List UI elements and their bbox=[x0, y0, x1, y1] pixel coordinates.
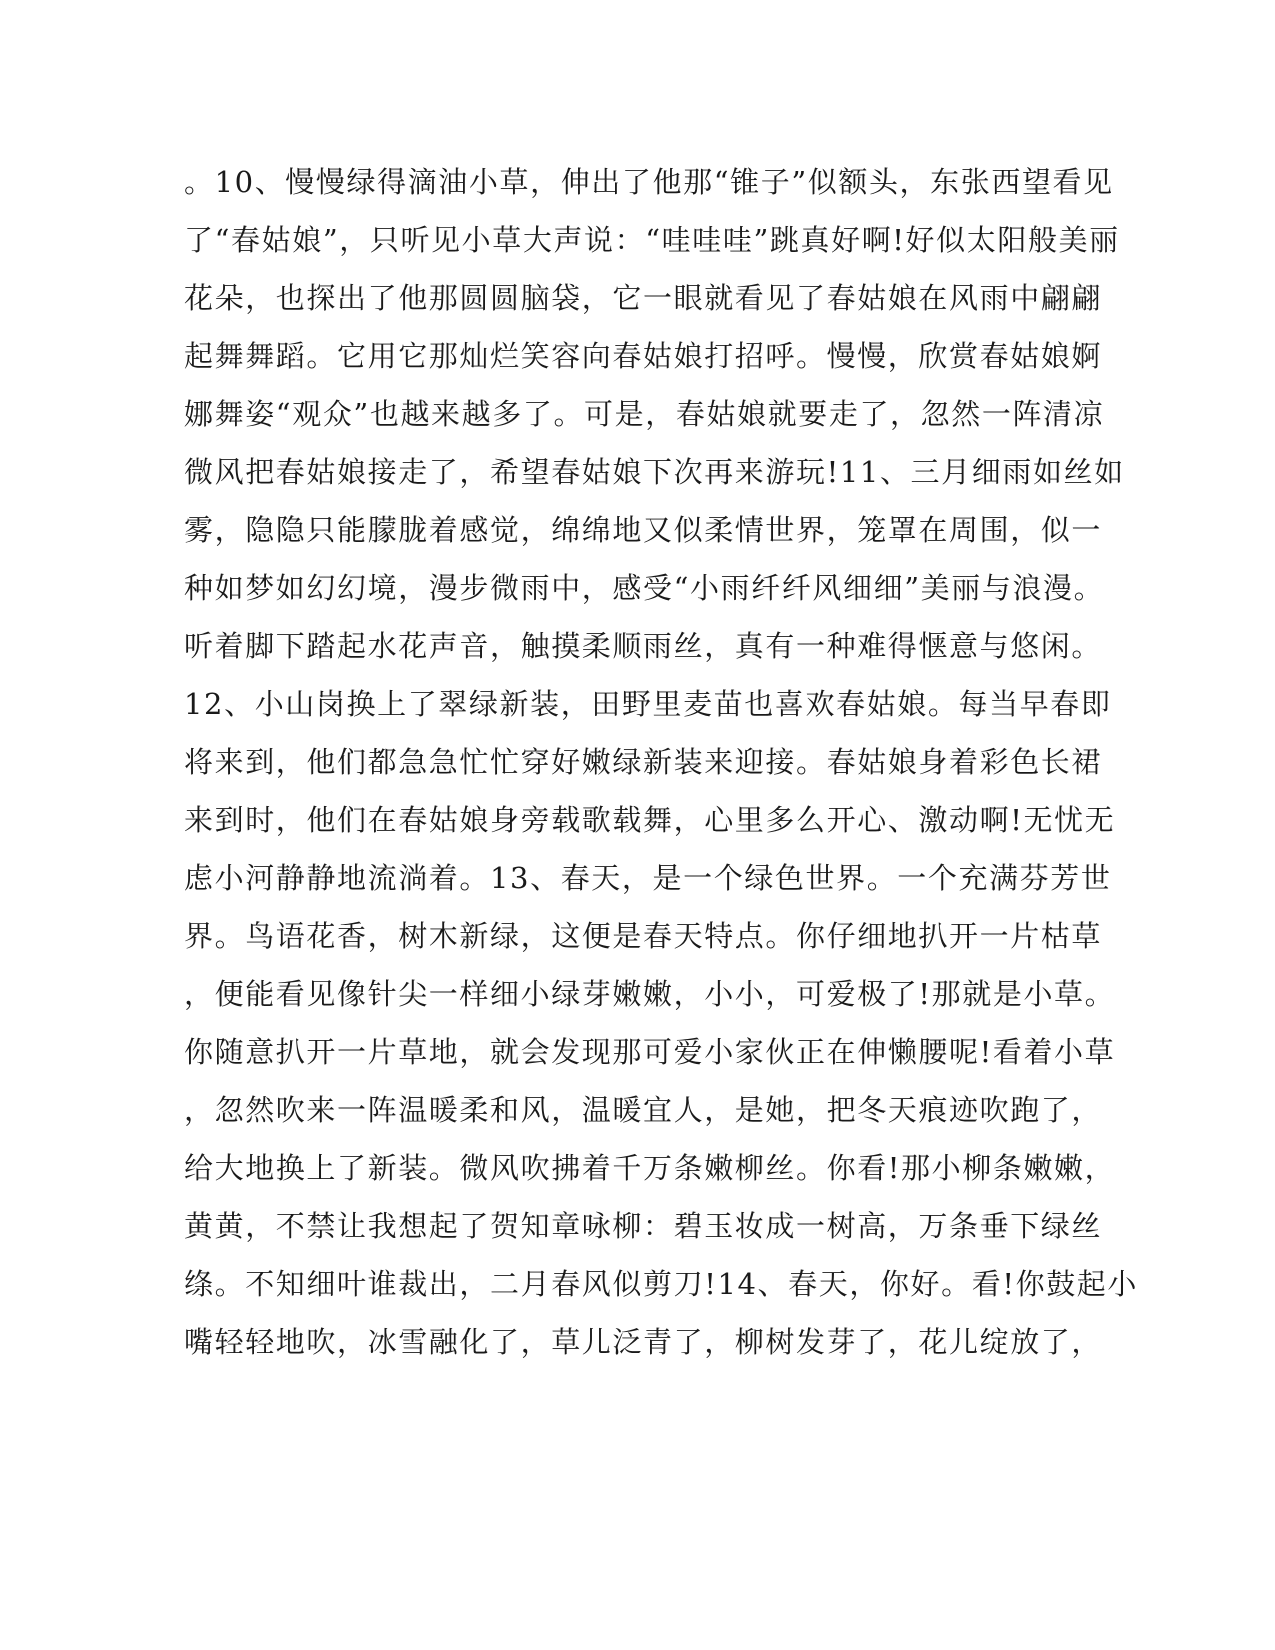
text-line: 了“春姑娘”，只听见小草大声说：“哇哇哇”跳真好啊!好似太阳般美丽 bbox=[184, 223, 1120, 257]
text-line: 黄黄，不禁让我想起了贺知章咏柳：碧玉妆成一树高，万条垂下绿丝 bbox=[184, 1209, 1103, 1243]
text-line: 虑小河静静地流淌着。13、春天，是一个绿色世界。一个充满芬芳世 bbox=[184, 861, 1112, 895]
text-line: 娜舞姿“观众”也越来越多了。可是，春姑娘就要走了，忽然一阵清凉 bbox=[184, 397, 1105, 431]
text-line: 将来到，他们都急急忙忙穿好嫩绿新装来迎接。春姑娘身着彩色长裙 bbox=[184, 745, 1103, 779]
text-line: 界。鸟语花香，树木新绿，这便是春天特点。你仔细地扒开一片枯草 bbox=[184, 919, 1103, 953]
text-line: 来到时，他们在春姑娘身旁载歌载舞，心里多么开心、激动啊!无忧无 bbox=[184, 803, 1116, 837]
text-line: 12、小山岗换上了翠绿新装，田野里麦苗也喜欢春姑娘。每当早春即 bbox=[184, 687, 1112, 721]
text-line: 雾，隐隐只能朦胧着感觉，绵绵地又似柔情世界，笼罩在周围，似一 bbox=[184, 513, 1103, 547]
text-line: ，便能看见像针尖一样细小绿芽嫩嫩，小小，可爱极了!那就是小草。 bbox=[184, 977, 1116, 1011]
text-line: 微风把春姑娘接走了，希望春姑娘下次再来游玩!11、三月细雨如丝如 bbox=[184, 455, 1125, 489]
text-line: ，忽然吹来一阵温暖柔和风，温暖宜人，是她，把冬天痕迹吹跑了， bbox=[184, 1093, 1103, 1127]
text-line: 。10、慢慢绿得滴油小草，伸出了他那“锥子”似额头，东张西望看见 bbox=[184, 165, 1114, 199]
text-line: 绦。不知细叶谁裁出，二月春风似剪刀!14、春天，你好。看!你鼓起小 bbox=[184, 1267, 1139, 1301]
text-line: 花朵，也探出了他那圆圆脑袋，它一眼就看见了春姑娘在风雨中翩翩 bbox=[184, 281, 1103, 315]
text-line: 种如梦如幻幻境，漫步微雨中，感受“小雨纤纤风细细”美丽与浪漫。 bbox=[184, 571, 1105, 605]
text-line: 听着脚下踏起水花声音，触摸柔顺雨丝，真有一种难得惬意与悠闲。 bbox=[184, 629, 1103, 663]
text-line: 给大地换上了新装。微风吹拂着千万条嫩柳丝。你看!那小柳条嫩嫩， bbox=[184, 1151, 1116, 1185]
text-line: 你随意扒开一片草地，就会发现那可爱小家伙正在伸懒腰呢!看着小草 bbox=[184, 1035, 1116, 1069]
text-line: 起舞舞蹈。它用它那灿烂笑容向春姑娘打招呼。慢慢，欣赏春姑娘婀 bbox=[184, 339, 1103, 373]
text-line: 嘴轻轻地吹，冰雪融化了，草儿泛青了，柳树发芽了，花儿绽放了， bbox=[184, 1325, 1103, 1359]
